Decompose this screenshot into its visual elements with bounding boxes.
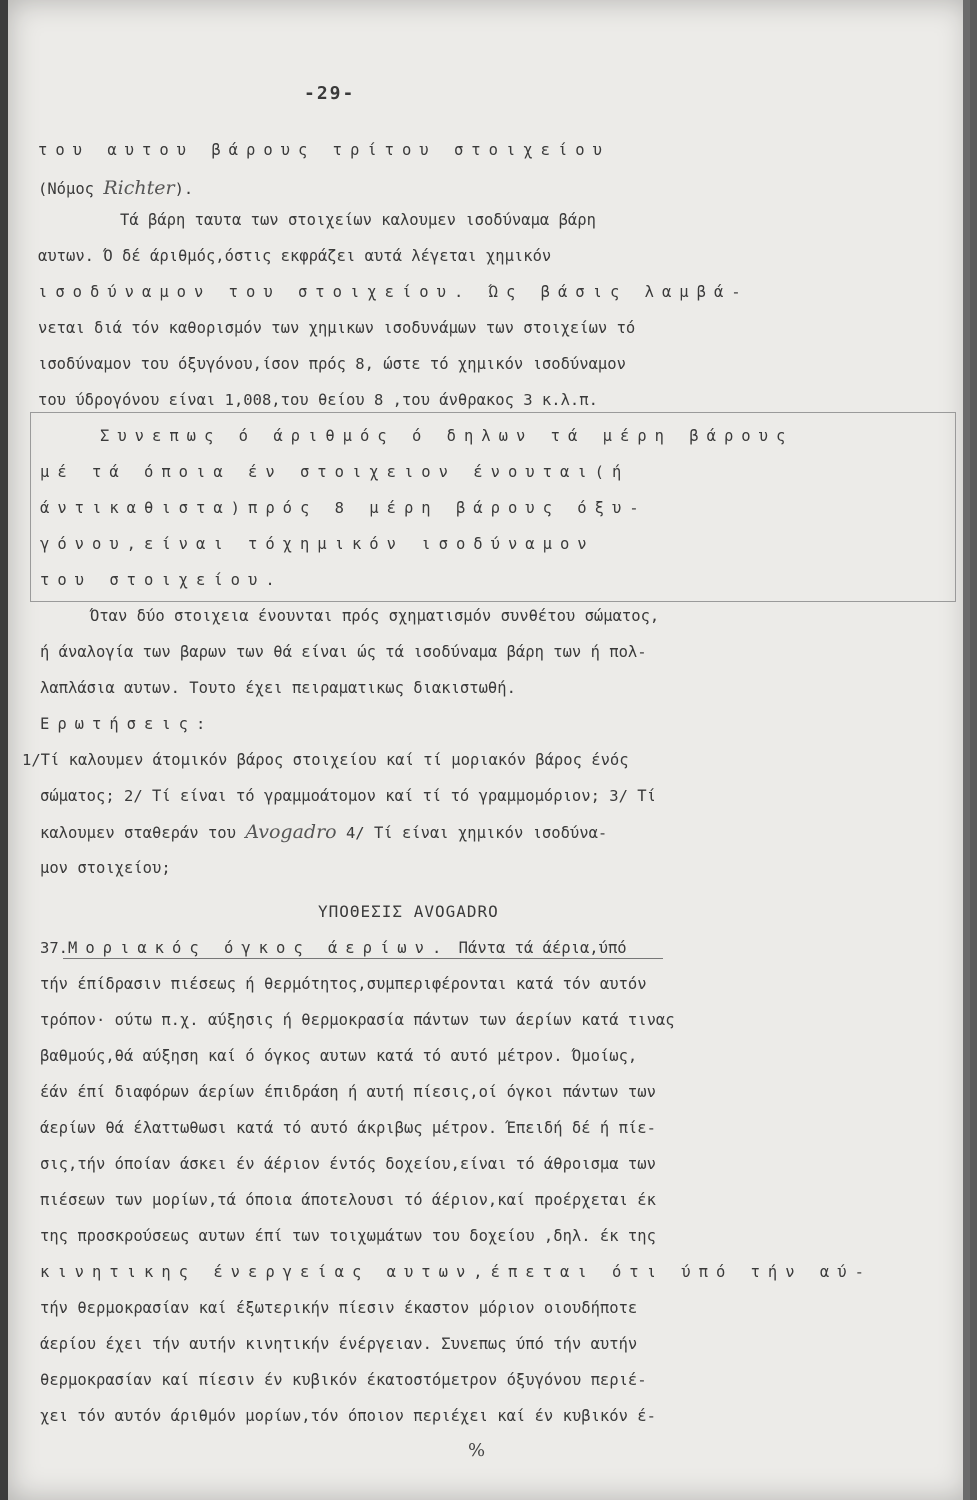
handwritten-avogadro: Avogadro (245, 821, 337, 843)
text-line-27: άερίων θά έλαττωθωσι κατά τό αυτό άκριβως μέτρον. Έπειδή δέ ή πίε- (40, 1119, 656, 1137)
text-line-19: σώματος; 2/ Τί είναι τό γραμμοάτομον καί τί τό γραμμομόριον; 3/ Τί (40, 787, 656, 805)
section-lead: Πάντα τά άέρια,ύπό (458, 939, 627, 957)
law-close: ). (174, 180, 194, 198)
scan-left-edge (0, 0, 8, 1500)
text-line-28: σις,τήν όποίαν άσκει έν άέριον έντός δοχείου,είναι τό άθροισμα των (40, 1155, 656, 1173)
section-title-underline (63, 958, 663, 959)
questions-heading: Ερωτήσεις: (40, 715, 214, 733)
law-label: (Νόμος (38, 180, 94, 198)
text-line-21: μον στοιχείου; (40, 859, 171, 877)
text-line-29: πιέσεων των μορίων,τά όποια άποτελουσι τό άέριον,καί προέρχεται έκ (40, 1191, 656, 1209)
text-line-26: έάν έπί διαφόρων άερίων έπιδράση ή αυτή πίεσις,οί όγκοι πάντων των (40, 1083, 656, 1101)
text-line-13: του στοιχείου. (40, 571, 283, 589)
text-line-32: τήν θερμοκρασίαν καί έξωτερικήν πίεσιν έκαστον μόριον οιουδήποτε (40, 1299, 638, 1317)
text-line-9: Συνεπως ό άριθμός ό δηλων τά μέρη βάρους (100, 427, 794, 445)
text-line-18: 1/Τί καλουμεν άτομικόν βάρος στοιχείου καί τί μοριακόν βάρος ένός (22, 751, 629, 769)
text-line-16: λαπλάσια αυτων. Τουτο έχει πειραματικως διακιστωθή. (40, 679, 516, 697)
section-number: 37. (40, 939, 68, 957)
document-page (8, 0, 970, 1500)
text-line-6: νεται διά τόν καθορισμόν των χημικων ισοδυνάμων των στοιχείων τό (38, 319, 636, 337)
bottom-mark: % (468, 1440, 486, 1461)
text-line-35: χει τόν αυτόν άριθμόν μορίων,τόν όποιον περιέχει καί έν κυβικόν έ- (40, 1407, 656, 1425)
section-heading: ΥΠΟΘΕΣΙΣ AVOGADRO (318, 902, 499, 921)
text-line-30: της προσκρούσεως αυτων έπί των τοιχωμάτων του δοχείου ,δηλ. έκ της (40, 1227, 656, 1245)
question-3-text: καλουμεν σταθεράν του (40, 824, 236, 842)
text-line-5: ισοδύναμον του στοιχείου. Ώς βάσις λαμβά- (38, 283, 749, 301)
text-line-15: ή άναλογία των βαρων των θά είναι ώς τά ισοδύναμα βάρη των ή πολ- (40, 643, 647, 661)
text-line-22 (40, 938, 627, 958)
text-line-23: τήν έπίδρασιν πιέσεως ή θερμότητος,συμπεριφέρονται κατά τόν αυτόν (40, 975, 647, 993)
text-line-4: αυτων. Ό δέ άριθμός,όστις εκφράζει αυτά λέγεται χημικόν (38, 247, 552, 265)
text-line-12: γόνου,είναι τόχημικόν ισοδύναμον (40, 535, 595, 553)
text-line-2 (38, 178, 193, 199)
page-text (8, 0, 970, 1500)
text-line-3: Τά βάρη ταυτα των στοιχείων καλουμεν ισοδύναμα βάρη (120, 211, 596, 229)
text-line-25: βαθμούς,θά αύξηση καί ό όγκος αυτων κατά τό αυτό μέτρον. Όμοίως, (40, 1047, 638, 1065)
text-line-33: άερίου έχει τήν αυτήν κινητικήν ένέργειαν. Συνεπως ύπό τήν αυτήν (40, 1335, 638, 1353)
text-line-31: κινητικης ένεργείας αυτων,έπεται ότι ύπό τήν αύ- (40, 1263, 872, 1281)
text-line-10: μέ τά όποια έν στοιχειον ένουται(ή (40, 463, 630, 481)
question-4-text: 4/ Τί είναι χημικόν ισοδύνα- (345, 824, 608, 842)
section-title: Μοριακός όγκος άερίων. (68, 939, 450, 957)
page-number: -29- (304, 83, 356, 104)
text-line-8: του ύδρογόνου είναι 1,008,του θείου 8 ,του άνθρακος 3 κ.λ.π. (38, 391, 598, 409)
text-line-24: τρόπον· ούτω π.χ. αύξησις ή θερμοκρασία πάντων των άερίων κατά τινας (40, 1011, 675, 1029)
text-line-7: ισοδύναμον του όξυγόνου,ίσον πρός 8, ώστε τό χημικόν ισοδύναμον (38, 355, 626, 373)
text-line-1: του αυτου βάρους τρίτου στοιχείου (38, 141, 610, 159)
text-line-20 (40, 822, 607, 843)
text-line-11: άντικαθιστα)πρός 8 μέρη βάρους όξυ- (40, 499, 647, 517)
text-line-34: θερμοκρασίαν καί πίεσιν έν κυβικόν έκατοστόμετρον όξυγόνου περιέ- (40, 1371, 647, 1389)
text-line-14: Όταν δύο στοιχεια ένουνται πρός σχηματισμόν συνθέτου σώματος, (90, 607, 660, 625)
handwritten-richter: Richter (103, 177, 175, 199)
